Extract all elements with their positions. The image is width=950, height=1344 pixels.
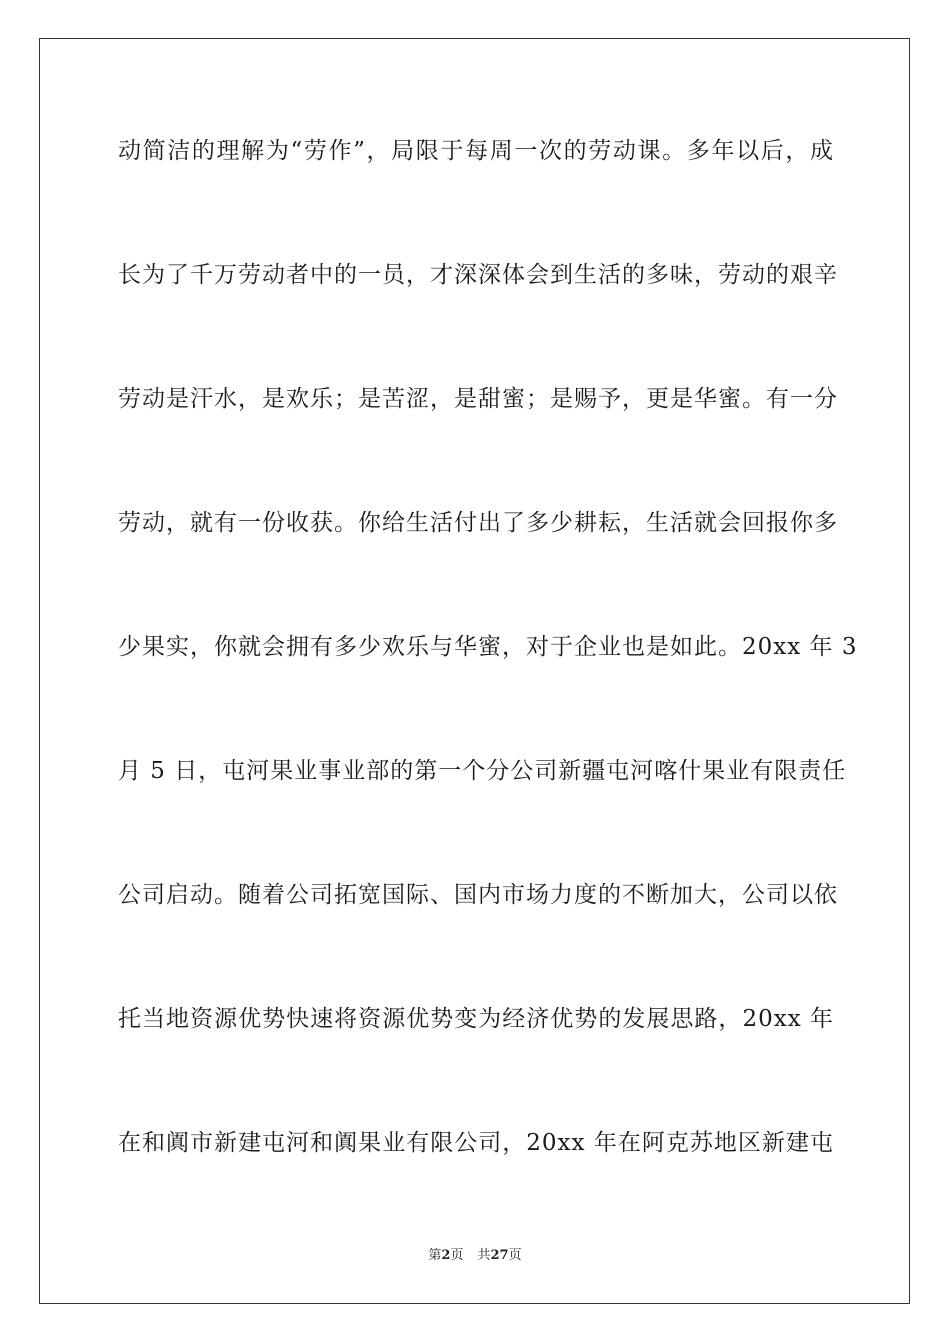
total-prefix: 共 [477, 1248, 491, 1263]
body-text-line: 劳动，就有一份收获。你给生活付出了多少耕耘，生活就会回报你多 [118, 510, 838, 536]
body-text-line: 动简洁的理解为“劳作”，局限于每周一次的劳动课。多年以后，成 [118, 138, 834, 164]
current-page-number: 2 [441, 1248, 451, 1263]
page-border [39, 38, 910, 1304]
body-text-line: 劳动是汗水，是欢乐；是苦涩，是甜蜜；是赐予，更是华蜜。有一分 [118, 386, 838, 412]
page-footer [0, 1247, 950, 1265]
total-unit: 页 [508, 1248, 522, 1263]
body-text-line: 托当地资源优势快速将资源优势变为经济优势的发展思路，20xx 年 [118, 1006, 834, 1032]
body-text-line: 长为了千万劳动者中的一员，才深深体会到生活的多味，劳动的艰辛 [118, 262, 838, 288]
page-prefix: 第 [428, 1248, 442, 1263]
page-unit: 页 [450, 1248, 464, 1263]
body-text-line: 公司启动。随着公司拓宽国际、国内市场力度的不断加大，公司以依 [118, 882, 838, 908]
body-text-line: 在和阗市新建屯河和阗果业有限公司，20xx 年在阿克苏地区新建屯 [118, 1130, 834, 1156]
body-text-line: 月 5 日，屯河果业事业部的第一个分公司新疆屯河喀什果业有限责任 [118, 758, 847, 784]
body-text-line: 少果实，你就会拥有多少欢乐与华蜜，对于企业也是如此。20xx 年 3 [118, 634, 858, 660]
total-page-number: 27 [490, 1248, 509, 1263]
